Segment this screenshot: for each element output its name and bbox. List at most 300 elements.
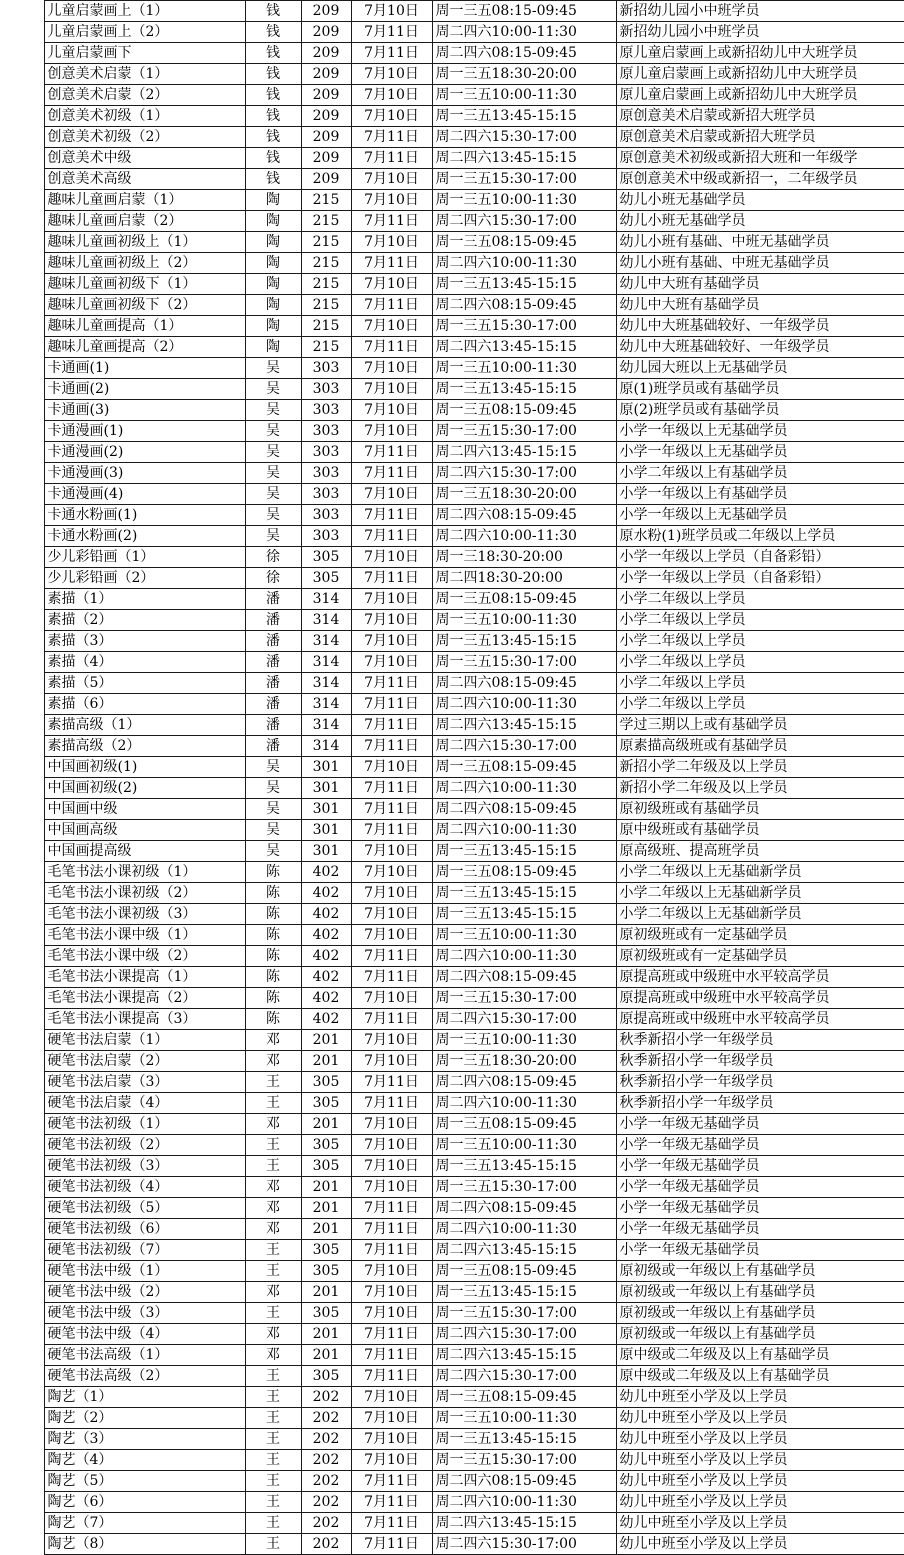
class-time-cell: 周一三五18:30-20:00 xyxy=(432,1051,616,1072)
course-name-cell: 素描（4） xyxy=(44,652,245,673)
row-gutter-cell xyxy=(0,484,44,505)
course-name-cell: 卡通画(1) xyxy=(44,358,245,379)
row-gutter-cell xyxy=(0,421,44,442)
row-gutter-cell xyxy=(0,232,44,253)
class-time-cell: 周一三五10:00-11:30 xyxy=(432,1408,616,1429)
teacher-cell: 陈 xyxy=(245,967,301,988)
row-gutter-cell xyxy=(0,1240,44,1261)
teacher-cell: 钱 xyxy=(245,43,301,64)
course-name-cell: 中国画初级(2) xyxy=(44,778,245,799)
start-date-cell: 7月10日 xyxy=(351,904,432,925)
row-gutter-cell xyxy=(0,1366,44,1387)
table-row xyxy=(0,505,904,526)
table-row xyxy=(0,1009,904,1030)
room-cell: 303 xyxy=(301,379,351,400)
table-row xyxy=(0,484,904,505)
start-date-cell: 7月11日 xyxy=(351,568,432,589)
table-row xyxy=(0,1198,904,1219)
course-name-cell: 卡通漫画(2) xyxy=(44,442,245,463)
table-row xyxy=(0,337,904,358)
room-cell: 305 xyxy=(301,1072,351,1093)
room-cell: 402 xyxy=(301,904,351,925)
class-time-cell: 周一三五15:30-17:00 xyxy=(432,316,616,337)
class-time-cell: 周二四六13:45-15:15 xyxy=(432,1345,616,1366)
class-time-cell: 周二四六15:30-17:00 xyxy=(432,1324,616,1345)
room-cell: 314 xyxy=(301,589,351,610)
start-date-cell: 7月11日 xyxy=(351,1471,432,1492)
teacher-cell: 陈 xyxy=(245,904,301,925)
row-gutter-cell xyxy=(0,1387,44,1408)
course-name-cell: 毛笔书法小课初级（3） xyxy=(44,904,245,925)
table-row xyxy=(0,715,904,736)
teacher-cell: 吴 xyxy=(245,526,301,547)
class-time-cell: 周二四六15:30-17:00 xyxy=(432,1009,616,1030)
table-row xyxy=(0,1072,904,1093)
class-time-cell: 周二四六10:00-11:30 xyxy=(432,778,616,799)
teacher-cell: 陈 xyxy=(245,883,301,904)
table-row xyxy=(0,778,904,799)
teacher-cell: 钱 xyxy=(245,1,301,22)
room-cell: 215 xyxy=(301,253,351,274)
start-date-cell: 7月11日 xyxy=(351,1198,432,1219)
course-name-cell: 趣味儿童画初级上（2） xyxy=(44,253,245,274)
row-gutter-cell xyxy=(0,190,44,211)
teacher-cell: 邓 xyxy=(245,1198,301,1219)
course-name-cell: 趣味儿童画初级下（1） xyxy=(44,274,245,295)
eligibility-cell: 幼儿园大班以上无基础学员 xyxy=(616,358,904,379)
course-name-cell: 硬笔书法高级（1） xyxy=(44,1345,245,1366)
class-time-cell: 周二四六13:45-15:15 xyxy=(432,715,616,736)
eligibility-cell: 幼儿中班至小学及以上学员 xyxy=(616,1450,904,1471)
teacher-cell: 王 xyxy=(245,1534,301,1555)
teacher-cell: 邓 xyxy=(245,1030,301,1051)
room-cell: 301 xyxy=(301,820,351,841)
teacher-cell: 潘 xyxy=(245,673,301,694)
teacher-cell: 邓 xyxy=(245,1282,301,1303)
eligibility-cell: 小学一年级以上学员（自备彩铅） xyxy=(616,547,904,568)
row-gutter-cell xyxy=(0,64,44,85)
course-name-cell: 中国画高级 xyxy=(44,820,245,841)
start-date-cell: 7月10日 xyxy=(351,1,432,22)
start-date-cell: 7月10日 xyxy=(351,841,432,862)
course-name-cell: 毛笔书法小课初级（1） xyxy=(44,862,245,883)
eligibility-cell: 小学二年级以上无基础新学员 xyxy=(616,883,904,904)
teacher-cell: 吴 xyxy=(245,484,301,505)
class-time-cell: 周二四六10:00-11:30 xyxy=(432,1219,616,1240)
table-row xyxy=(0,1,904,22)
start-date-cell: 7月11日 xyxy=(351,211,432,232)
class-time-cell: 周一三五15:30-17:00 xyxy=(432,988,616,1009)
course-name-cell: 卡通漫画(4) xyxy=(44,484,245,505)
eligibility-cell: 原创意美术初级或新招大班和一年级学 xyxy=(616,148,904,169)
row-gutter-cell xyxy=(0,568,44,589)
class-time-cell: 周二四六10:00-11:30 xyxy=(432,1093,616,1114)
class-time-cell: 周一三五13:45-15:15 xyxy=(432,1282,616,1303)
eligibility-cell: 小学二年级以上学员 xyxy=(616,589,904,610)
teacher-cell: 钱 xyxy=(245,22,301,43)
room-cell: 303 xyxy=(301,400,351,421)
row-gutter-cell xyxy=(0,211,44,232)
class-time-cell: 周一三五08:15-09:45 xyxy=(432,1261,616,1282)
room-cell: 202 xyxy=(301,1513,351,1534)
class-time-cell: 周一三五13:45-15:15 xyxy=(432,631,616,652)
course-name-cell: 陶艺（5） xyxy=(44,1471,245,1492)
row-gutter-cell xyxy=(0,43,44,64)
room-cell: 305 xyxy=(301,1093,351,1114)
row-gutter-cell xyxy=(0,379,44,400)
table-row xyxy=(0,1303,904,1324)
table-row xyxy=(0,967,904,988)
class-time-cell: 周二四18:30-20:00 xyxy=(432,568,616,589)
table-row xyxy=(0,463,904,484)
eligibility-cell: 小学二年级以上有基础学员 xyxy=(616,463,904,484)
class-time-cell: 周二四六15:30-17:00 xyxy=(432,211,616,232)
class-time-cell: 周二四六08:15-09:45 xyxy=(432,967,616,988)
class-time-cell: 周一三五10:00-11:30 xyxy=(432,1030,616,1051)
start-date-cell: 7月11日 xyxy=(351,295,432,316)
eligibility-cell: 原初级班或有一定基础学员 xyxy=(616,946,904,967)
table-row xyxy=(0,1135,904,1156)
course-name-cell: 卡通画(2) xyxy=(44,379,245,400)
row-gutter-cell xyxy=(0,1009,44,1030)
eligibility-cell: 原儿童启蒙画上或新招幼儿中大班学员 xyxy=(616,43,904,64)
table-row xyxy=(0,736,904,757)
teacher-cell: 吴 xyxy=(245,442,301,463)
table-row xyxy=(0,610,904,631)
table-row xyxy=(0,1093,904,1114)
row-gutter-cell xyxy=(0,337,44,358)
eligibility-cell: 小学二年级以上学员 xyxy=(616,610,904,631)
class-time-cell: 周二四六15:30-17:00 xyxy=(432,127,616,148)
teacher-cell: 王 xyxy=(245,1408,301,1429)
start-date-cell: 7月10日 xyxy=(351,274,432,295)
table-row xyxy=(0,127,904,148)
teacher-cell: 陶 xyxy=(245,337,301,358)
table-row xyxy=(0,862,904,883)
eligibility-cell: 原初级班或有基础学员 xyxy=(616,799,904,820)
eligibility-cell: 小学一年级无基础学员 xyxy=(616,1198,904,1219)
table-row xyxy=(0,1240,904,1261)
course-name-cell: 素描（3） xyxy=(44,631,245,652)
class-time-cell: 周二四六10:00-11:30 xyxy=(432,946,616,967)
class-time-cell: 周二四六15:30-17:00 xyxy=(432,1534,616,1555)
eligibility-cell: 小学一年级无基础学员 xyxy=(616,1114,904,1135)
course-name-cell: 陶艺（6） xyxy=(44,1492,245,1513)
room-cell: 303 xyxy=(301,484,351,505)
room-cell: 305 xyxy=(301,1366,351,1387)
row-gutter-cell xyxy=(0,1408,44,1429)
eligibility-cell: 原创意美术启蒙或新招大班学员 xyxy=(616,127,904,148)
teacher-cell: 吴 xyxy=(245,400,301,421)
start-date-cell: 7月10日 xyxy=(351,631,432,652)
table-row xyxy=(0,253,904,274)
row-gutter-cell xyxy=(0,1345,44,1366)
class-time-cell: 周二四六13:45-15:15 xyxy=(432,1240,616,1261)
course-name-cell: 毛笔书法小课提高（3） xyxy=(44,1009,245,1030)
table-row xyxy=(0,1177,904,1198)
eligibility-cell: 幼儿中大班有基础学员 xyxy=(616,274,904,295)
class-time-cell: 周一三五18:30-20:00 xyxy=(432,484,616,505)
start-date-cell: 7月11日 xyxy=(351,715,432,736)
start-date-cell: 7月11日 xyxy=(351,967,432,988)
course-name-cell: 创意美术初级（2） xyxy=(44,127,245,148)
row-gutter-cell xyxy=(0,1072,44,1093)
class-time-cell: 周二四六08:15-09:45 xyxy=(432,295,616,316)
table-row xyxy=(0,841,904,862)
class-time-cell: 周一三五15:30-17:00 xyxy=(432,1177,616,1198)
table-row xyxy=(0,1114,904,1135)
row-gutter-cell xyxy=(0,988,44,1009)
course-name-cell: 素描（5） xyxy=(44,673,245,694)
teacher-cell: 吴 xyxy=(245,358,301,379)
class-time-cell: 周一三18:30-20:00 xyxy=(432,547,616,568)
eligibility-cell: 小学二年级以上无基础新学员 xyxy=(616,904,904,925)
start-date-cell: 7月11日 xyxy=(351,1534,432,1555)
eligibility-cell: 原高级班、提高班学员 xyxy=(616,841,904,862)
course-name-cell: 陶艺（1） xyxy=(44,1387,245,1408)
room-cell: 215 xyxy=(301,232,351,253)
eligibility-cell: 原创意美术中级或新招一，二年级学员 xyxy=(616,169,904,190)
table-row xyxy=(0,904,904,925)
course-name-cell: 毛笔书法小课中级（1） xyxy=(44,925,245,946)
room-cell: 301 xyxy=(301,757,351,778)
table-row xyxy=(0,1471,904,1492)
table-row xyxy=(0,925,904,946)
start-date-cell: 7月11日 xyxy=(351,1345,432,1366)
room-cell: 202 xyxy=(301,1408,351,1429)
class-time-cell: 周二四六08:15-09:45 xyxy=(432,673,616,694)
eligibility-cell: 原中级或二年级及以上有基础学员 xyxy=(616,1345,904,1366)
class-time-cell: 周二四六13:45-15:15 xyxy=(432,148,616,169)
teacher-cell: 陶 xyxy=(245,211,301,232)
room-cell: 303 xyxy=(301,505,351,526)
start-date-cell: 7月11日 xyxy=(351,778,432,799)
start-date-cell: 7月11日 xyxy=(351,673,432,694)
course-name-cell: 硬笔书法初级（7） xyxy=(44,1240,245,1261)
teacher-cell: 陶 xyxy=(245,295,301,316)
start-date-cell: 7月10日 xyxy=(351,547,432,568)
eligibility-cell: 秋季新招小学一年级学员 xyxy=(616,1051,904,1072)
table-row xyxy=(0,1282,904,1303)
row-gutter-cell xyxy=(0,946,44,967)
row-gutter-cell xyxy=(0,925,44,946)
teacher-cell: 邓 xyxy=(245,1177,301,1198)
teacher-cell: 邓 xyxy=(245,1345,301,1366)
room-cell: 402 xyxy=(301,967,351,988)
table-row xyxy=(0,1408,904,1429)
table-row xyxy=(0,232,904,253)
course-name-cell: 硬笔书法初级（1） xyxy=(44,1114,245,1135)
teacher-cell: 邓 xyxy=(245,1114,301,1135)
class-time-cell: 周一三五08:15-09:45 xyxy=(432,232,616,253)
table-row xyxy=(0,1513,904,1534)
eligibility-cell: 原初级或一年级以上有基础学员 xyxy=(616,1261,904,1282)
eligibility-cell: 小学一年级无基础学员 xyxy=(616,1156,904,1177)
table-row xyxy=(0,589,904,610)
class-time-cell: 周二四六13:45-15:15 xyxy=(432,442,616,463)
room-cell: 202 xyxy=(301,1429,351,1450)
room-cell: 305 xyxy=(301,547,351,568)
row-gutter-cell xyxy=(0,1534,44,1555)
row-gutter-cell xyxy=(0,1177,44,1198)
row-gutter-cell xyxy=(0,904,44,925)
eligibility-cell: 幼儿中大班基础较好、一年级学员 xyxy=(616,316,904,337)
teacher-cell: 吴 xyxy=(245,841,301,862)
course-name-cell: 硬笔书法初级（5） xyxy=(44,1198,245,1219)
eligibility-cell: 学过三期以上或有基础学员 xyxy=(616,715,904,736)
eligibility-cell: 原中级班或有基础学员 xyxy=(616,820,904,841)
eligibility-cell: 小学二年级以上学员 xyxy=(616,652,904,673)
class-time-cell: 周一三五08:15-09:45 xyxy=(432,862,616,883)
table-row xyxy=(0,106,904,127)
row-gutter-cell xyxy=(0,169,44,190)
table-row xyxy=(0,547,904,568)
start-date-cell: 7月10日 xyxy=(351,85,432,106)
table-row xyxy=(0,64,904,85)
start-date-cell: 7月11日 xyxy=(351,127,432,148)
start-date-cell: 7月11日 xyxy=(351,442,432,463)
class-time-cell: 周一三五13:45-15:15 xyxy=(432,904,616,925)
eligibility-cell: 小学一年级以上无基础学员 xyxy=(616,421,904,442)
teacher-cell: 吴 xyxy=(245,379,301,400)
room-cell: 314 xyxy=(301,715,351,736)
table-row xyxy=(0,1534,904,1555)
room-cell: 201 xyxy=(301,1051,351,1072)
course-name-cell: 中国画初级(1) xyxy=(44,757,245,778)
room-cell: 209 xyxy=(301,148,351,169)
room-cell: 201 xyxy=(301,1219,351,1240)
eligibility-cell: 原初级班或有一定基础学员 xyxy=(616,925,904,946)
eligibility-cell: 原中级或二年级及以上有基础学员 xyxy=(616,1366,904,1387)
teacher-cell: 王 xyxy=(245,1450,301,1471)
room-cell: 314 xyxy=(301,736,351,757)
room-cell: 201 xyxy=(301,1282,351,1303)
table-row xyxy=(0,1324,904,1345)
row-gutter-cell xyxy=(0,715,44,736)
eligibility-cell: 幼儿中班至小学及以上学员 xyxy=(616,1387,904,1408)
class-time-cell: 周二四六13:45-15:15 xyxy=(432,1513,616,1534)
class-time-cell: 周一三五15:30-17:00 xyxy=(432,169,616,190)
table-row xyxy=(0,358,904,379)
course-name-cell: 趣味儿童画初级下（2） xyxy=(44,295,245,316)
table-row xyxy=(0,148,904,169)
room-cell: 305 xyxy=(301,568,351,589)
start-date-cell: 7月10日 xyxy=(351,610,432,631)
course-name-cell: 陶艺（8） xyxy=(44,1534,245,1555)
eligibility-cell: 幼儿小班无基础学员 xyxy=(616,211,904,232)
course-name-cell: 卡通画(3) xyxy=(44,400,245,421)
teacher-cell: 徐 xyxy=(245,568,301,589)
class-time-cell: 周二四六10:00-11:30 xyxy=(432,253,616,274)
room-cell: 215 xyxy=(301,211,351,232)
teacher-cell: 王 xyxy=(245,1156,301,1177)
row-gutter-cell xyxy=(0,1114,44,1135)
eligibility-cell: 小学一年级以上无基础学员 xyxy=(616,442,904,463)
row-gutter-cell xyxy=(0,820,44,841)
eligibility-cell: 原提高班或中级班中水平较高学员 xyxy=(616,988,904,1009)
row-gutter-cell xyxy=(0,127,44,148)
room-cell: 402 xyxy=(301,1009,351,1030)
row-gutter-cell xyxy=(0,463,44,484)
teacher-cell: 潘 xyxy=(245,694,301,715)
row-gutter-cell xyxy=(0,1513,44,1534)
teacher-cell: 王 xyxy=(245,1135,301,1156)
row-gutter-cell xyxy=(0,547,44,568)
row-gutter-cell xyxy=(0,505,44,526)
start-date-cell: 7月10日 xyxy=(351,925,432,946)
class-time-cell: 周一三五13:45-15:15 xyxy=(432,106,616,127)
table-row xyxy=(0,379,904,400)
room-cell: 402 xyxy=(301,988,351,1009)
eligibility-cell: 幼儿中班至小学及以上学员 xyxy=(616,1513,904,1534)
course-name-cell: 陶艺（7） xyxy=(44,1513,245,1534)
room-cell: 215 xyxy=(301,337,351,358)
start-date-cell: 7月10日 xyxy=(351,1450,432,1471)
row-gutter-cell xyxy=(0,1219,44,1240)
start-date-cell: 7月10日 xyxy=(351,484,432,505)
table-row xyxy=(0,1366,904,1387)
class-time-cell: 周二四六08:15-09:45 xyxy=(432,1198,616,1219)
start-date-cell: 7月11日 xyxy=(351,22,432,43)
row-gutter-cell xyxy=(0,253,44,274)
eligibility-cell: 新招幼儿园小中班学员 xyxy=(616,1,904,22)
table-row xyxy=(0,568,904,589)
room-cell: 215 xyxy=(301,274,351,295)
course-name-cell: 趣味儿童画初级上（1） xyxy=(44,232,245,253)
start-date-cell: 7月10日 xyxy=(351,652,432,673)
eligibility-cell: 小学一年级以上学员（自备彩铅） xyxy=(616,568,904,589)
class-time-cell: 周一三五13:45-15:15 xyxy=(432,379,616,400)
class-time-cell: 周二四六08:15-09:45 xyxy=(432,1072,616,1093)
room-cell: 202 xyxy=(301,1492,351,1513)
teacher-cell: 钱 xyxy=(245,169,301,190)
room-cell: 201 xyxy=(301,1324,351,1345)
class-time-cell: 周一三五08:15-09:45 xyxy=(432,757,616,778)
teacher-cell: 王 xyxy=(245,1429,301,1450)
teacher-cell: 潘 xyxy=(245,589,301,610)
row-gutter-cell xyxy=(0,22,44,43)
table-row xyxy=(0,694,904,715)
course-name-cell: 儿童启蒙画上（1） xyxy=(44,1,245,22)
room-cell: 209 xyxy=(301,64,351,85)
start-date-cell: 7月10日 xyxy=(351,232,432,253)
start-date-cell: 7月11日 xyxy=(351,148,432,169)
room-cell: 305 xyxy=(301,1240,351,1261)
room-cell: 314 xyxy=(301,652,351,673)
class-time-cell: 周一三五10:00-11:30 xyxy=(432,358,616,379)
eligibility-cell: 原儿童启蒙画上或新招幼儿中大班学员 xyxy=(616,64,904,85)
room-cell: 314 xyxy=(301,610,351,631)
course-name-cell: 创意美术启蒙（1） xyxy=(44,64,245,85)
eligibility-cell: 新招幼儿园小中班学员 xyxy=(616,22,904,43)
eligibility-cell: 小学一年级无基础学员 xyxy=(616,1219,904,1240)
room-cell: 209 xyxy=(301,43,351,64)
teacher-cell: 陶 xyxy=(245,274,301,295)
eligibility-cell: 原(2)班学员或有基础学员 xyxy=(616,400,904,421)
row-gutter-cell xyxy=(0,358,44,379)
room-cell: 201 xyxy=(301,1114,351,1135)
teacher-cell: 吴 xyxy=(245,778,301,799)
class-time-cell: 周一三五08:15-09:45 xyxy=(432,1387,616,1408)
course-name-cell: 卡通漫画(1) xyxy=(44,421,245,442)
teacher-cell: 吴 xyxy=(245,421,301,442)
table-row xyxy=(0,1387,904,1408)
eligibility-cell: 小学一年级无基础学员 xyxy=(616,1240,904,1261)
teacher-cell: 邓 xyxy=(245,1051,301,1072)
table-row xyxy=(0,1261,904,1282)
eligibility-cell: 原初级或一年级以上有基础学员 xyxy=(616,1303,904,1324)
course-name-cell: 硬笔书法中级（1） xyxy=(44,1261,245,1282)
